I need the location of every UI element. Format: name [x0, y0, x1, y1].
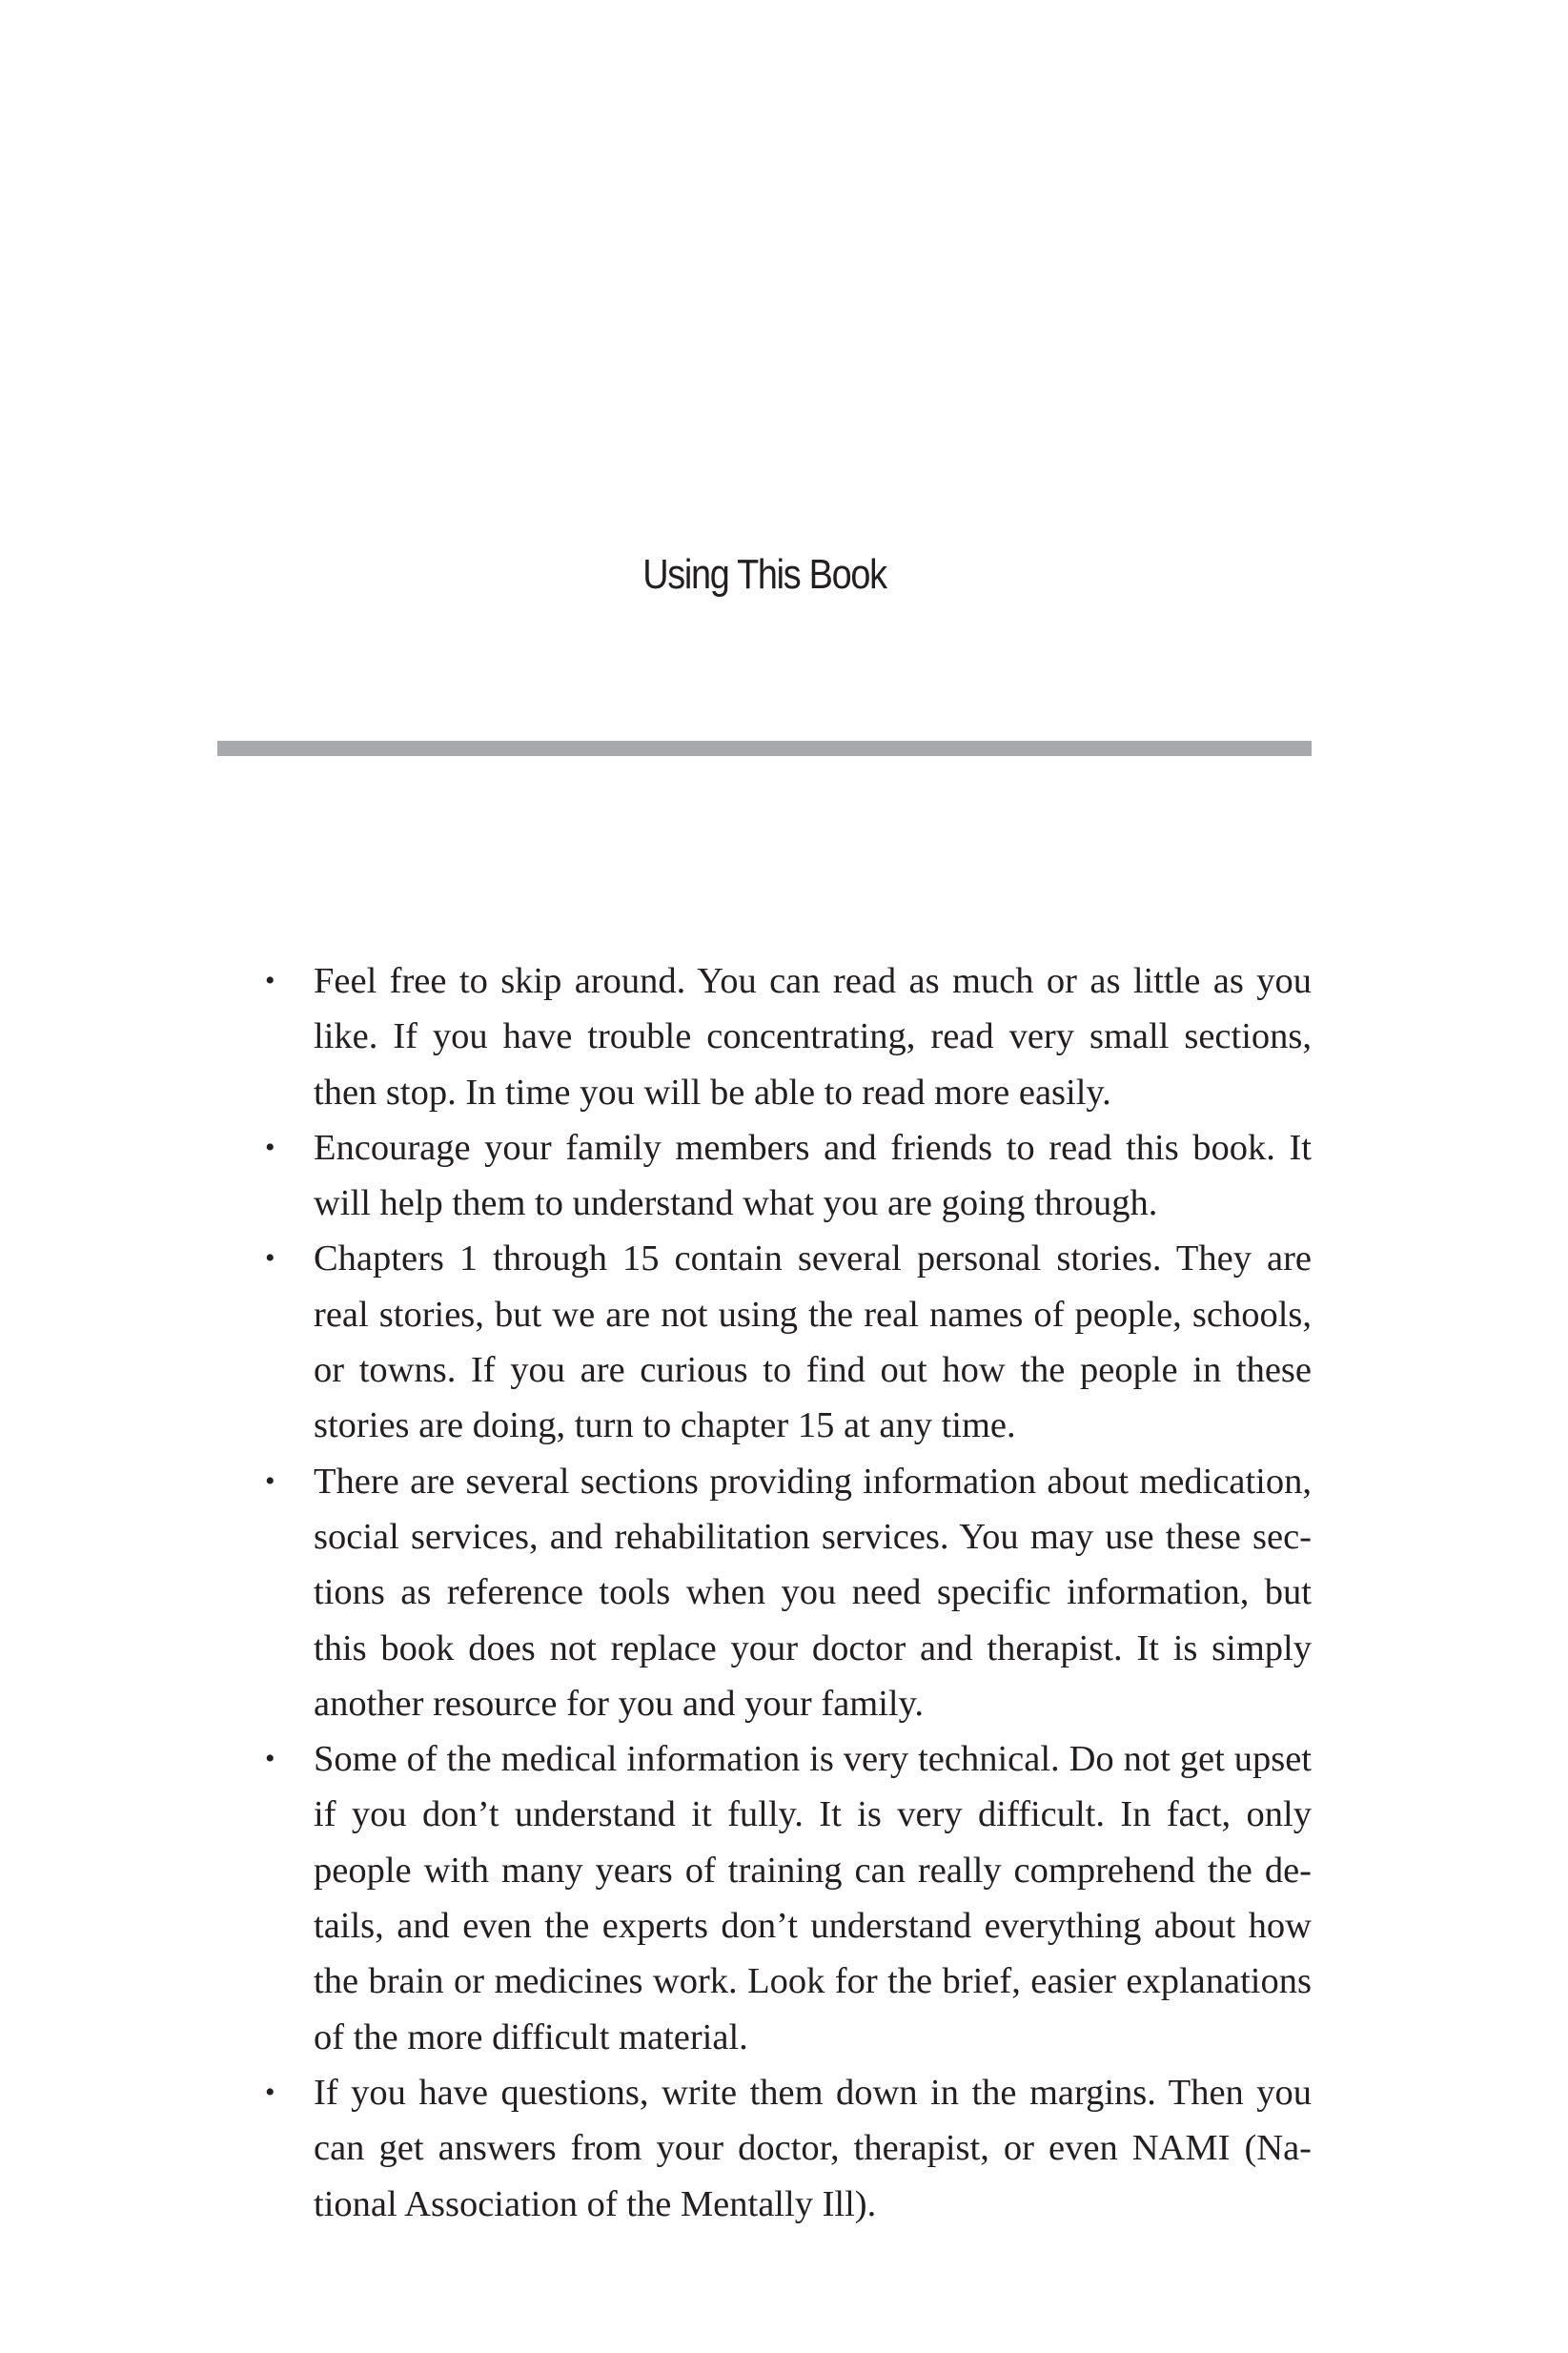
list-item — [217, 953, 1312, 1120]
bullet-text: If you have questions, write them down in the margins. Then you can get answers from your doctor, therapist, or even NAMI (National Association of the Mentally Ill). — [314, 2072, 1312, 2224]
list-item — [217, 1120, 1312, 1232]
bullet-icon: • — [265, 2076, 275, 2108]
bullet-text: There are several sections providing information about medication, social services, and rehabilitation services. You may use these sections as reference tools when you need specific information, but this book does not replace your doctor and therapist. It is simply another resource for you and your family. — [314, 1461, 1312, 1724]
bullet-text: Some of the medical information is very technical. Do not get upset if you don’t understand it fully. It is very difficult. In fact, only people with many years of training can really comprehend the details, and even the experts don’t understand everything about how the brain or medicines work. Look for the brief, easier explanations of the more difficult material. — [314, 1739, 1312, 2057]
list-item — [217, 2065, 1312, 2232]
bullet-icon: • — [265, 965, 275, 996]
bullet-icon: • — [265, 1743, 275, 1775]
bullet-icon: • — [265, 1131, 275, 1163]
bullet-text: Chapters 1 through 15 contain several personal stories. They are real stories, but we are not using the real names of people, schools, or towns. If you are curious to find out how the people in these stories are doing, turn to chapter 15 at any time. — [314, 1238, 1312, 1446]
list-item — [217, 1454, 1312, 1731]
bullet-icon: • — [265, 1464, 275, 1497]
bullet-list — [217, 953, 1312, 2232]
bullet-text: Encourage your family members and friends to read this book. It will help them to understand what you are going through. — [314, 1127, 1312, 1224]
page-title: Using This Book — [642, 551, 886, 598]
bullet-icon: • — [265, 1242, 275, 1275]
title-divider-rule — [217, 741, 1312, 756]
list-item — [217, 1731, 1312, 2065]
bullet-text: Feel free to skip around. You can read as much or as little as you like. If you have trouble concentrating, read very small sections, then stop. In time you will be able to read more easily. — [314, 961, 1312, 1113]
list-item — [217, 1231, 1312, 1453]
